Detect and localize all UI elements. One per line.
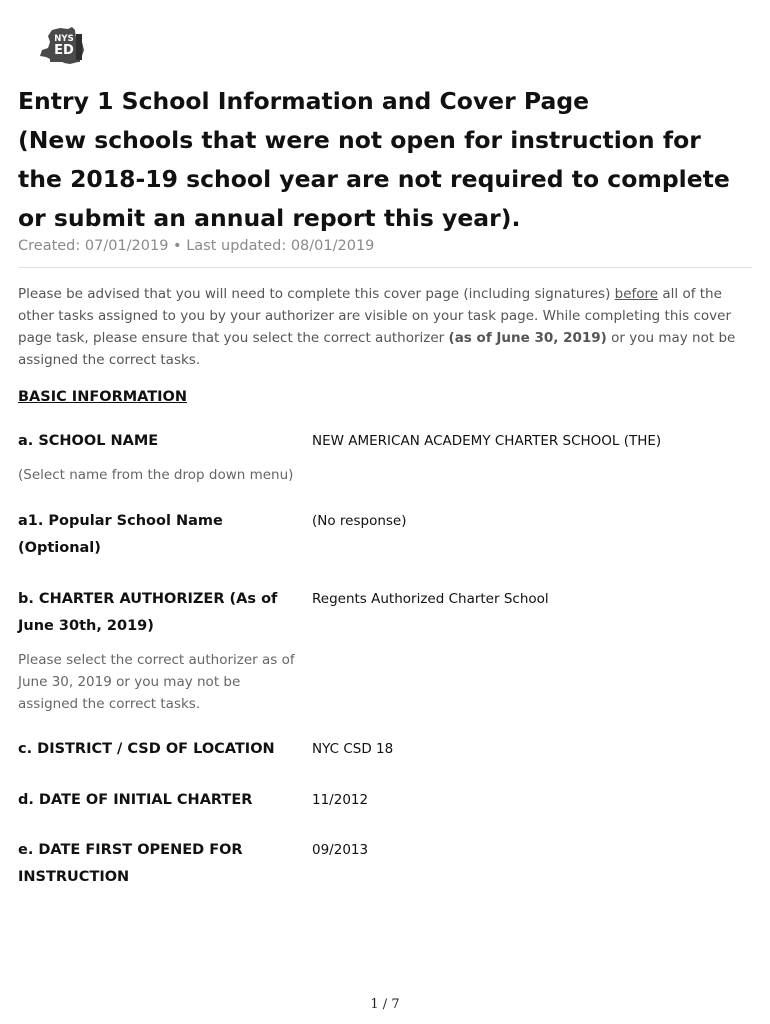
- question-label-popular-school-name: [18, 508, 308, 562]
- page-title-line: or submit an annual report this year).: [18, 204, 521, 232]
- help-text: Please select the correct authorizer as of: [18, 652, 295, 668]
- help-text: (Select name from the drop down menu): [18, 467, 294, 483]
- intro-line: other tasks assigned to you by your authorizer are visible on your task page. While completing this cover: [18, 308, 731, 324]
- nysed-logo: [38, 26, 88, 66]
- question-label-text: a. SCHOOL NAME: [18, 433, 159, 449]
- intro-text: or you may not be: [606, 330, 736, 346]
- answer-charter-authorizer: Regents Authorized Charter School: [312, 591, 549, 607]
- intro-line: [18, 283, 756, 305]
- page-title-line: the 2018-19 school year are not required to complete: [18, 165, 730, 193]
- question-label-text: INSTRUCTION: [18, 869, 130, 885]
- intro-text: Please be advised that you will need to complete this cover page (including signatures): [18, 286, 615, 302]
- intro-line: assigned the correct tasks.: [18, 352, 201, 368]
- section-heading-basic-information: BASIC INFORMATION: [18, 389, 188, 405]
- answer-school-name: NEW AMERICAN ACADEMY CHARTER SCHOOL (THE): [312, 433, 662, 449]
- created-updated-dates: Created: 07/01/2019 • Last updated: 08/01/2019: [18, 238, 375, 254]
- intro-text: all of the: [658, 286, 722, 302]
- help-school-name: [18, 464, 318, 486]
- question-label-text: d. DATE OF INITIAL CHARTER: [18, 792, 253, 808]
- logo-text-nys: NYS: [54, 34, 74, 44]
- question-label-text: a1. Popular School Name: [18, 513, 223, 529]
- question-label-initial-charter-date: [18, 787, 308, 814]
- help-text: June 30, 2019 or you may not be: [18, 674, 241, 690]
- intro-text: page task, please ensure that you select the correct authorizer: [18, 330, 449, 346]
- question-label-text: b. CHARTER AUTHORIZER (As of: [18, 591, 278, 607]
- question-label-text: e. DATE FIRST OPENED FOR: [18, 842, 243, 858]
- intro-line: [18, 327, 756, 349]
- help-charter-authorizer: [18, 649, 318, 715]
- intro-bold-text: (as of June 30, 2019): [448, 330, 607, 346]
- intro-paragraph: [18, 283, 756, 371]
- question-label-text: (Optional): [18, 540, 101, 556]
- page-title-line: Entry 1 School Information and Cover Page: [18, 87, 590, 115]
- page-number: 1 / 7: [370, 997, 400, 1012]
- question-label-text: June 30th, 2019): [18, 618, 154, 634]
- answer-first-opened-date: 09/2013: [312, 842, 369, 858]
- page-title-line: (New schools that were not open for instruction for: [18, 126, 701, 154]
- question-label-first-opened-date: [18, 837, 308, 891]
- divider: [18, 267, 752, 268]
- logo-text-ed: ED: [54, 43, 74, 58]
- answer-initial-charter-date: 11/2012: [312, 792, 369, 808]
- question-label-district: [18, 736, 308, 763]
- answer-popular-school-name: (No response): [312, 513, 407, 529]
- question-label-text: c. DISTRICT / CSD OF LOCATION: [18, 741, 275, 757]
- page-title: [18, 82, 758, 238]
- answer-district: NYC CSD 18: [312, 741, 394, 757]
- intro-underlined-word: before: [614, 286, 659, 302]
- help-text: assigned the correct tasks.: [18, 696, 201, 712]
- question-label-school-name: [18, 428, 308, 455]
- question-label-charter-authorizer: [18, 586, 308, 640]
